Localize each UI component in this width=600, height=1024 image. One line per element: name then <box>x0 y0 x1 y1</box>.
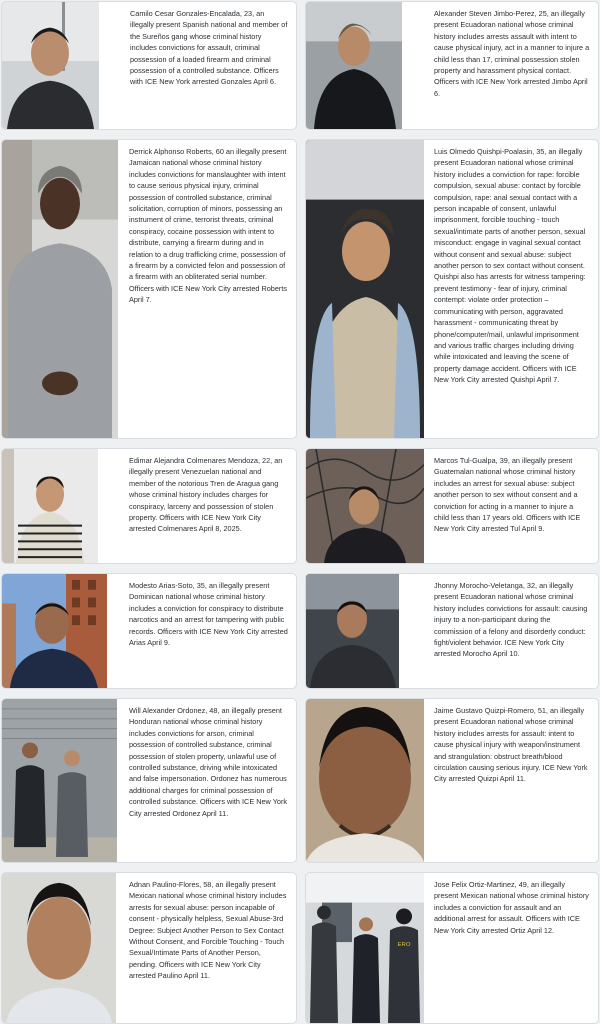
arrest-description: Edimar Alejandra Colmenares Mendoza, 22, an illegally present Venezuelan national and member of the notorious Tren de Aragua gang whose criminal history includes charges for conspiracy, larceny and possession of stolen property. Officers with ICE New York City arrested Colmenares April 8, 2025. <box>129 456 283 534</box>
arrest-description: Marcos Tul-Gualpa, 39, an illegally present Guatemalan national whose criminal history includes an arrest for sexual abuse: subject another person to sex without consent and a conviction for acting in a manner to injure a child less than 17 years old. Officers with ICE New York City arrested Tul April 9. <box>434 456 581 534</box>
list-item <box>1 448 297 564</box>
arrest-photo <box>2 140 118 438</box>
list-item <box>305 1 599 130</box>
list-item <box>1 573 297 689</box>
list-item <box>1 139 297 439</box>
list-item <box>1 872 297 1024</box>
arrest-description: Jhonny Morocho-Veletanga, 32, an illegally present Ecuadoran national whose criminal history includes convictions for assault: causing injury to a non-participant during the commission of a felony and disorderly conduct: fight/violent behavior. ICE New York City arrested Morocho April 10. <box>434 581 588 659</box>
arrest-photo <box>2 699 117 862</box>
arrest-photo <box>306 2 402 129</box>
arrest-photo <box>2 2 99 129</box>
arrest-description: Adnan Paulino-Flores, 58, an illegally present Mexican national whose criminal history includes arrests for sexual abuse: person incapable of consent - physically helpless, Sexual Abuse-3rd Degree: Subject Another Person to Sex Contact Without Consent, and Forcible Touching - Touch Sexual/Intimate Parts of Another Person, pending. Officers with ICE New York City arrested Paulino April 11. <box>129 880 287 981</box>
list-item <box>1 698 297 863</box>
list-item <box>305 448 599 564</box>
list-item <box>305 872 599 1024</box>
arrest-description: Camilo Cesar Gonzales-Encalada, 23, an illegally present Spanish national and member of the Sureños gang whose criminal history includes convictions for assault, criminal possession of a loaded firearm and criminal possession of a controlled substance. Officers with ICE New York arrested Gonzales April 6. <box>130 9 288 87</box>
ero-badge-text: ERO <box>397 942 411 949</box>
arrest-description: Will Alexander Ordonez, 48, an illegally present Honduran national whose criminal history includes convictions for arson, criminal possession of controlled substance, criminal possession of stolen property, unlawful use of controlled substance, driving while intoxicated and false impersonation. Ordonez has numerous additional charges for criminal possession of controlled substance. Officers with ICE New York City arrested Ordonez April 11. <box>129 706 288 818</box>
arrest-description: Modesto Arias-Soto, 35, an illegally present Dominican national whose criminal history includes a conviction for conspiracy to distribute narcotics and an arrest for tampering with public records. Officers with ICE New York City arrested Arias April 9. <box>129 581 288 648</box>
list-item <box>305 139 599 439</box>
arrest-photo <box>306 873 424 1023</box>
arrest-photo <box>2 449 98 563</box>
arrest-photo <box>2 574 107 688</box>
arrest-description: Jaime Gustavo Quizpi-Romero, 51, an illegally present Ecuadoran national whose criminal history includes arrests for assault: intent to cause physical injury with weapon/instrument and strangulation: obstruct breath/blood circulation causing serious injury. ICE New York City arrested Quizpi April 11. <box>434 706 588 784</box>
arrest-photo <box>2 873 116 1023</box>
arrest-photo <box>306 574 399 688</box>
list-item <box>1 1 297 130</box>
arrest-description: Jose Felix Ortiz-Martinez, 49, an illegally present Mexican national whose criminal history includes a conviction for assault and an additional arrest for assault. Officers with ICE New York City arrested Ortiz April 12. <box>434 880 589 935</box>
list-item <box>305 698 599 863</box>
arrest-photo <box>306 699 424 862</box>
arrest-photo <box>306 140 424 438</box>
arrest-description: Alexander Steven Jimbo-Perez, 25, an illegally present Ecuadoran national whose criminal history includes arrests assault with intent to cause physical injury, act in a manner to injure a child less than 17, criminal possession stolen property and harassment physical contact. Officers with ICE New York arrested Jimbo April 6. <box>434 9 590 98</box>
arrest-description: Luis Olmedo Quishpi-Poalasin, 35, an illegally present Ecuadoran national whose criminal history includes a conviction for rape: forcible compulsion, sexual abuse: contact by forcible compulsion, rape: anal sexual contact with a person incapable of consent, unlawful imprisonment, forcible touching - touch sexual/intimate parts of another person, sexual misconduct: engage in vaginal sexual contact without consent and sexual abuse: subject another person to sex contact without consent. Quishpi also has arrests for witness tampering: prevent testimony - fear of injury, criminal contempt: violate order protection – communicating with person, aggravated harassment - communicating threat by phone/computer/mail, unlawful imprisonment and various traffic charges including driving while intoxicated and leaving the scene of property damage accident. Officers with ICE New York City arrested Quishpi April 7. <box>434 147 586 385</box>
list-item <box>305 573 599 689</box>
arrest-description: Derrick Alphonso Roberts, 60 an illegally present Jamaican national whose criminal history includes convictions for manslaughter with intent to cause serious physical injury, criminal possession of controlled substance, criminal solicitation, corruption of minors, possessing an instrument of crime, terrorist threats, criminal conspiracy, cocaine possession with intent to distribute, carrying a firearm during and in relation to a drug trafficking crime, possession of a firearm by a convicted felon and possession of a firearm with an obliterated serial number. Officers with ICE New York City arrested Roberts April 7. <box>129 147 288 305</box>
arrest-photo <box>306 449 424 563</box>
